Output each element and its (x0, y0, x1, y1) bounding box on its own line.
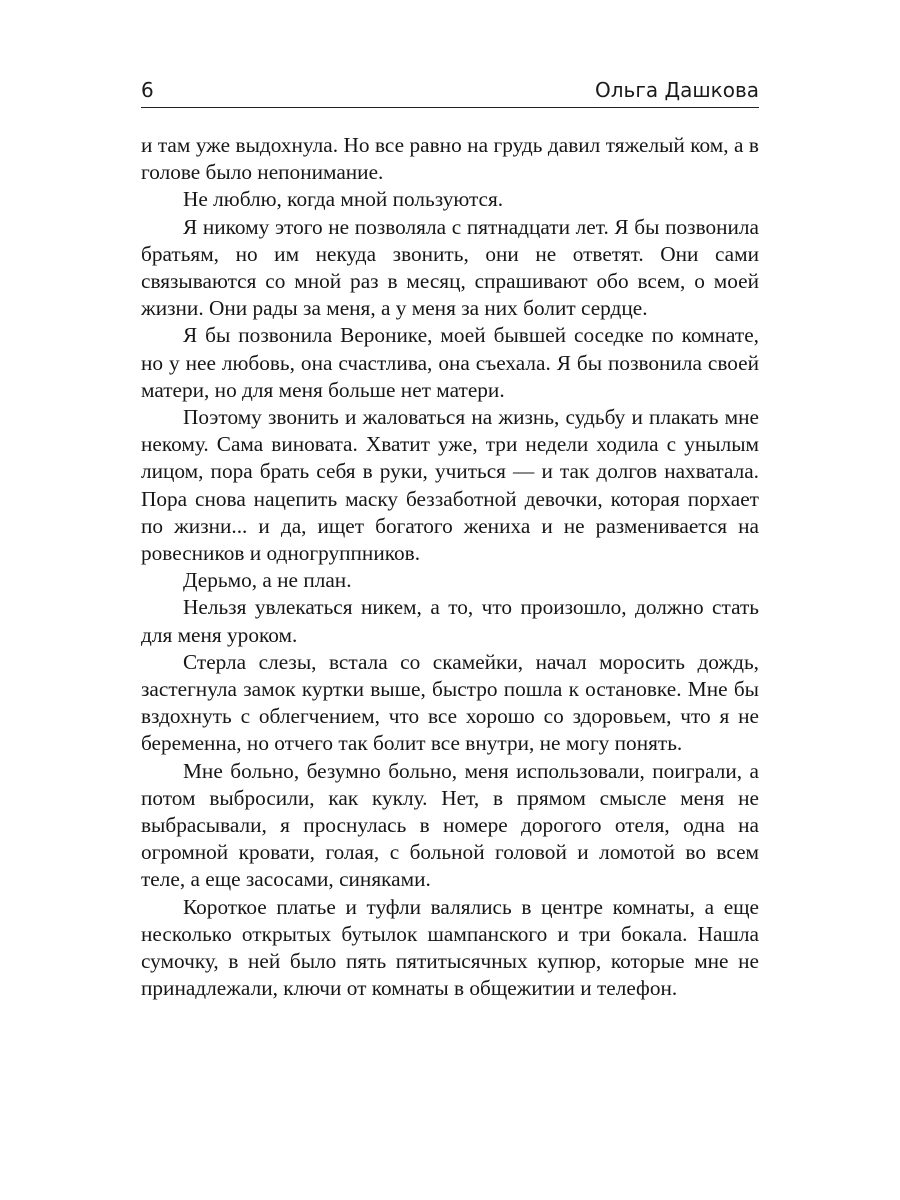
paragraph: Нельзя увлекаться никем, а то, что произошло, должно стать для меня уроком. (141, 595, 759, 647)
paragraph: Я никому этого не позволяла с пятнадцати лет. Я бы позвонила братьям, но им некуда звонить, они не ответят. Они сами связываются со мной раз в месяц, спрашивают обо всем, о моей жизни. Они рады за меня, а у меня за них болит сердце. (141, 214, 759, 321)
author-name: Ольга Дашкова (595, 78, 759, 102)
running-head (141, 74, 759, 106)
paragraph: и там уже выдохнула. Но все равно на грудь давил тяжелый ком, а в голове было непонимание. (141, 133, 759, 185)
paragraph: Короткое платье и туфли валялись в центре комнаты, а еще несколько открытых бутылок шампанского и три бокала. Нашла сумочку, в ней было пять пятитысячных купюр, которые мне не принадлежали, ключи от комнаты в общежитии и телефон. (141, 894, 759, 1001)
page-number: 6 (141, 78, 155, 102)
paragraph: Не люблю, когда мной пользуются. (183, 187, 504, 212)
header-rule (141, 107, 759, 108)
paragraph: Я бы позвонила Веронике, моей бывшей соседке по комнате, но у нее любовь, она счастлива, она съехала. Я бы позвонила своей матери, но для меня больше нет матери. (141, 323, 759, 402)
paragraph: Дерьмо, а не план. (183, 568, 352, 593)
body-text (141, 132, 759, 1003)
paragraph: Мне больно, безумно больно, меня использовали, поиграли, а потом выбросили, как куклу. Нет, в прямом смысле меня не выбрасывали, я проснулась в номере дорогого отеля, одна на огромной кровати, голая, с больной головой и ломотой во всем теле, а еще засосами, синяками. (141, 758, 759, 892)
paragraph: Поэтому звонить и жаловаться на жизнь, судьбу и плакать мне некому. Сама виновата. Хватит уже, три недели ходила с унылым лицом, пора брать себя в руки, учиться — и так долгов нахватала. Пора снова нацепить маску беззаботной девочки, которая порхает по жизни... и да, ищет богатого жениха и не разменивается на ровесников и одногруппников. (141, 405, 759, 566)
paragraph: Стерла слезы, встала со скамейки, начал моросить дождь, застегнула замок куртки выше, быстро пошла к остановке. Мне бы вздохнуть с облегчением, что все хорошо со здоровьем, что я не беременна, но отчего так болит все внутри, не могу понять. (141, 649, 759, 756)
